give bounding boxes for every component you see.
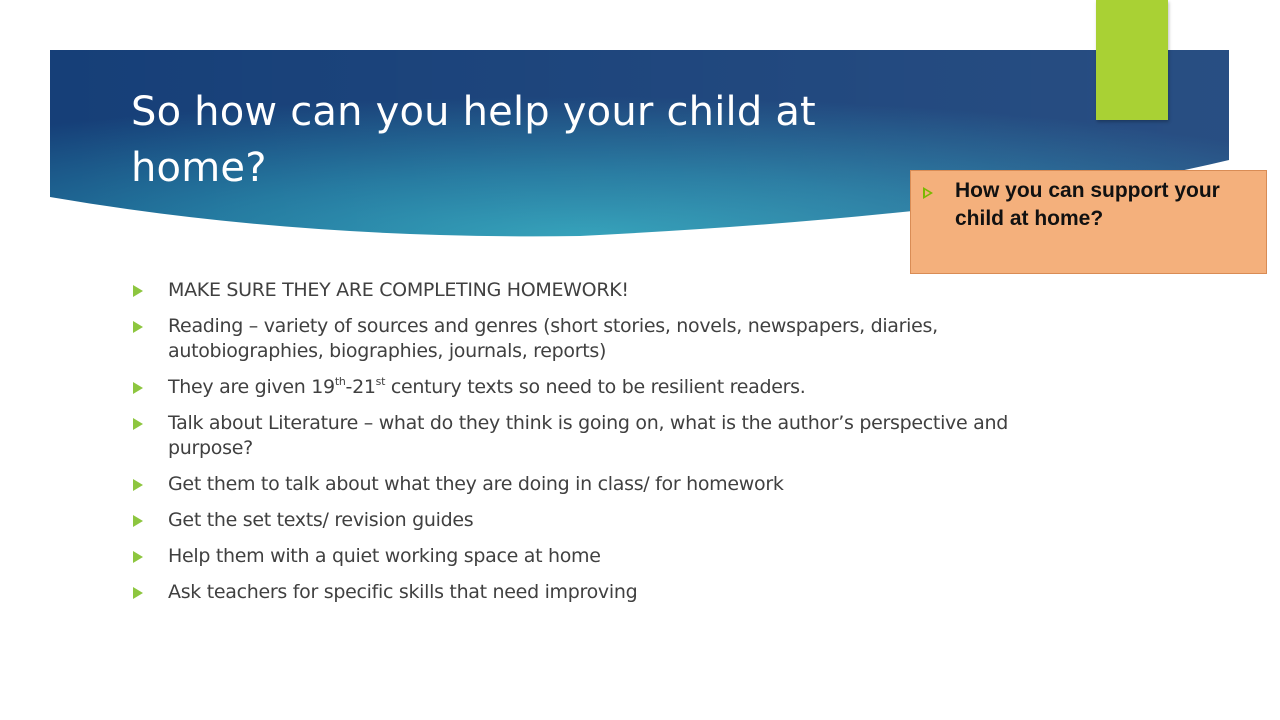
right-triangle-icon — [133, 321, 143, 333]
bullet-text: Reading – variety of sources and genres (short stories, novels, newspapers, diaries, autobiographies, biographies, journals, reports) — [168, 315, 938, 362]
bullet-list — [133, 278, 1033, 616]
superscript: th — [334, 374, 346, 388]
superscript: st — [375, 374, 386, 388]
bullet-item — [133, 472, 1033, 497]
right-triangle-icon — [133, 285, 143, 297]
right-triangle-icon — [133, 479, 143, 491]
bullet-text: Get the set texts/ revision guides — [168, 509, 474, 531]
callout-text: How you can support your child at home? — [955, 179, 1220, 230]
right-triangle-icon — [133, 587, 143, 599]
bullet-text-part: -21 — [345, 376, 376, 398]
bullet-item — [133, 580, 1033, 605]
bullet-item — [133, 508, 1033, 533]
bullet-text: MAKE SURE THEY ARE COMPLETING HOMEWORK! — [168, 279, 629, 301]
bullet-item — [133, 544, 1033, 569]
slide-title: So how can you help your child at home? — [131, 89, 816, 191]
right-triangle-icon — [133, 515, 143, 527]
right-triangle-icon — [133, 382, 143, 394]
bullet-text: Get them to talk about what they are doing in class/ for homework — [168, 473, 784, 495]
accent-bar — [1096, 0, 1168, 120]
bullet-item — [133, 314, 1033, 364]
bullet-text-part: They are given 19 — [168, 376, 335, 398]
bullet-text: Talk about Literature – what do they think is going on, what is the author’s perspective and purpose? — [168, 412, 1008, 459]
bullet-text: Ask teachers for specific skills that need improving — [168, 581, 638, 603]
right-triangle-icon — [133, 551, 143, 563]
bullet-text: Help them with a quiet working space at home — [168, 545, 601, 567]
bullet-text-part: century texts so need to be resilient readers. — [385, 376, 806, 398]
callout-box — [910, 170, 1267, 274]
outline-right-triangle-icon — [923, 187, 933, 199]
bullet-item — [133, 278, 1033, 303]
bullet-item — [133, 375, 1033, 400]
right-triangle-icon — [133, 418, 143, 430]
bullet-item — [133, 411, 1033, 461]
